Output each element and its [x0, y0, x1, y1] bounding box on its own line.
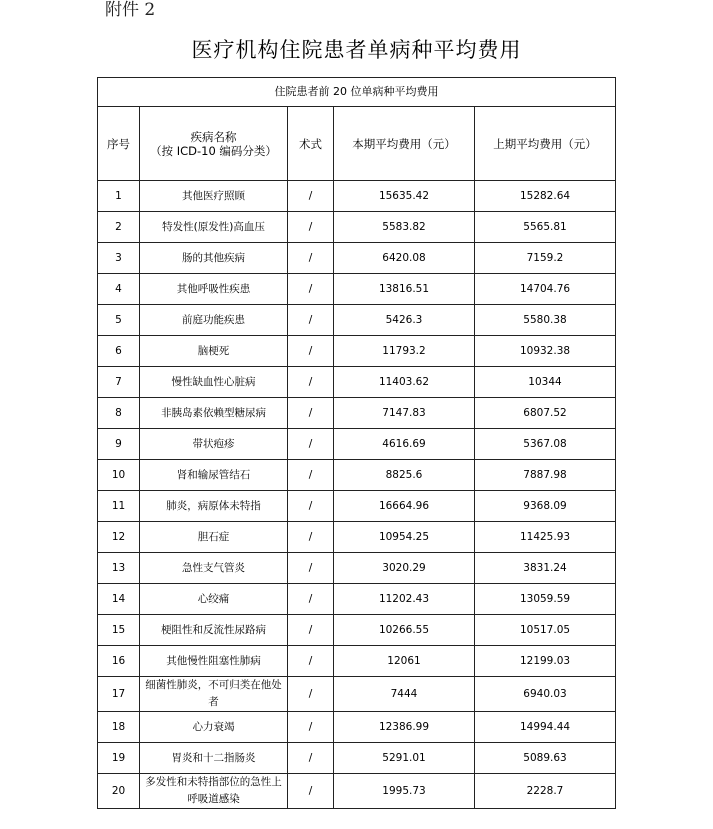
- row-index-cell-text: 8: [115, 407, 122, 419]
- row-disease-cell-text: 急性支气管炎: [182, 561, 245, 574]
- row-disease-cell: [140, 305, 288, 336]
- row-previous-cost-cell: [475, 212, 616, 243]
- attachment-label: 附件 2: [105, 0, 156, 20]
- row-index-cell: [98, 274, 140, 305]
- table-row: [98, 553, 616, 584]
- row-index-cell-text: 12: [111, 531, 126, 543]
- row-index-cell-text: 3: [115, 252, 122, 264]
- row-previous-cost-cell: [475, 553, 616, 584]
- row-previous-cost-cell: [475, 305, 616, 336]
- row-index-cell-text: 16: [111, 655, 126, 667]
- table-row: [98, 460, 616, 491]
- row-previous-cost-cell: [475, 522, 616, 553]
- row-index-cell-text: 18: [111, 721, 126, 733]
- row-index-cell: [98, 398, 140, 429]
- row-surgery-cell-text: /: [308, 252, 313, 264]
- row-previous-cost-cell-text: 15282.64: [519, 190, 571, 202]
- row-surgery-cell-text: /: [308, 531, 313, 543]
- row-surgery-cell: [288, 243, 334, 274]
- row-disease-cell: [140, 429, 288, 460]
- row-index-cell-text: 10: [111, 469, 126, 481]
- row-surgery-cell-text: /: [308, 752, 313, 764]
- row-previous-cost-cell: [475, 677, 616, 712]
- row-index-cell-text: 17: [111, 688, 126, 700]
- row-current-cost-cell-text: 12061: [387, 655, 421, 667]
- row-previous-cost-cell: [475, 336, 616, 367]
- row-index-cell: [98, 460, 140, 491]
- row-current-cost-cell-text: 13816.51: [378, 283, 430, 295]
- row-surgery-cell: [288, 460, 334, 491]
- row-disease-cell: [140, 460, 288, 491]
- row-previous-cost-cell: [475, 274, 616, 305]
- row-surgery-cell: [288, 615, 334, 646]
- row-index-cell: [98, 367, 140, 398]
- row-previous-cost-cell: [475, 398, 616, 429]
- row-disease-cell-text: 脑梗死: [197, 344, 230, 357]
- row-current-cost-cell: [334, 398, 475, 429]
- row-surgery-cell: [288, 646, 334, 677]
- row-current-cost-cell: [334, 367, 475, 398]
- row-current-cost-cell-text: 6420.08: [382, 252, 426, 264]
- row-current-cost-cell: [334, 181, 475, 212]
- row-surgery-cell-text: /: [308, 500, 313, 512]
- row-disease-cell-text: 肠的其他疾病: [182, 251, 245, 264]
- row-disease-cell: [140, 398, 288, 429]
- row-previous-cost-cell: [475, 243, 616, 274]
- row-index-cell-text: 9: [115, 438, 122, 450]
- row-previous-cost-cell: [475, 712, 616, 743]
- row-index-cell: [98, 429, 140, 460]
- row-index-cell-text: 7: [115, 376, 122, 388]
- row-index-cell: [98, 491, 140, 522]
- row-previous-cost-cell-text: 3831.24: [523, 562, 567, 574]
- row-surgery-cell: [288, 274, 334, 305]
- document-title: 医疗机构住院患者单病种平均费用: [191, 38, 522, 62]
- row-current-cost-cell-text: 15635.42: [378, 190, 430, 202]
- row-previous-cost-cell: [475, 429, 616, 460]
- row-surgery-cell: [288, 305, 334, 336]
- table-caption-row: [98, 78, 616, 107]
- row-previous-cost-cell-text: 14704.76: [519, 283, 571, 295]
- row-index-cell-text: 13: [111, 562, 126, 574]
- row-current-cost-cell-text: 8825.6: [385, 469, 423, 481]
- row-current-cost-cell-text: 7444: [390, 688, 418, 700]
- row-index-cell-text: 2: [115, 221, 122, 233]
- row-previous-cost-cell-text: 13059.59: [519, 593, 571, 605]
- row-index-cell: [98, 181, 140, 212]
- header-disease-line2: （按 ICD-10 编码分类）: [150, 143, 277, 158]
- row-surgery-cell-text: /: [308, 376, 313, 388]
- row-disease-cell-text: 前庭功能疾患: [182, 313, 245, 326]
- row-disease-cell: [140, 615, 288, 646]
- row-current-cost-cell-text: 11202.43: [378, 593, 430, 605]
- table-row: [98, 274, 616, 305]
- row-disease-cell: [140, 584, 288, 615]
- row-previous-cost-cell-text: 7887.98: [523, 469, 567, 481]
- row-disease-cell: [140, 774, 288, 809]
- row-disease-cell-text: 带状疱疹: [192, 437, 235, 450]
- table-row: [98, 774, 616, 809]
- row-index-cell-text: 11: [111, 500, 126, 512]
- row-disease-cell-text: 胃炎和十二指肠炎: [171, 751, 256, 764]
- row-index-cell: [98, 305, 140, 336]
- row-disease-cell-text: 非胰岛素依赖型糖尿病: [161, 406, 266, 419]
- row-index-cell: [98, 584, 140, 615]
- row-surgery-cell-text: /: [308, 221, 313, 233]
- row-surgery-cell: [288, 212, 334, 243]
- row-current-cost-cell-text: 7147.83: [382, 407, 426, 419]
- row-surgery-cell-text: /: [308, 314, 313, 326]
- row-current-cost-cell: [334, 522, 475, 553]
- row-current-cost-cell-text: 4616.69: [382, 438, 426, 450]
- row-disease-cell-text: 多发性和未特指部位的急性上呼吸道感染: [145, 776, 282, 805]
- row-previous-cost-cell-text: 2228.7: [526, 785, 564, 797]
- row-previous-cost-cell: [475, 460, 616, 491]
- row-current-cost-cell-text: 5291.01: [382, 752, 426, 764]
- row-disease-cell: [140, 646, 288, 677]
- row-disease-cell: [140, 181, 288, 212]
- row-index-cell-text: 4: [115, 283, 122, 295]
- row-index-cell: [98, 522, 140, 553]
- row-previous-cost-cell: [475, 584, 616, 615]
- row-surgery-cell-text: /: [308, 283, 313, 295]
- table-row: [98, 429, 616, 460]
- row-previous-cost-cell-text: 7159.2: [526, 252, 564, 264]
- table-row: [98, 181, 616, 212]
- row-current-cost-cell: [334, 305, 475, 336]
- row-current-cost-cell: [334, 429, 475, 460]
- row-previous-cost-cell: [475, 367, 616, 398]
- row-surgery-cell: [288, 398, 334, 429]
- row-current-cost-cell: [334, 677, 475, 712]
- row-surgery-cell: [288, 181, 334, 212]
- row-surgery-cell: [288, 712, 334, 743]
- row-current-cost-cell-text: 1995.73: [382, 785, 426, 797]
- row-disease-cell-text: 细菌性肺炎，不可归类在他处者: [145, 679, 282, 708]
- row-current-cost-cell: [334, 615, 475, 646]
- row-surgery-cell-text: /: [308, 345, 313, 357]
- row-disease-cell: [140, 743, 288, 774]
- row-disease-cell-text: 其他医疗照顾: [182, 189, 245, 202]
- row-previous-cost-cell-text: 9368.09: [523, 500, 567, 512]
- row-surgery-cell-text: /: [308, 593, 313, 605]
- table-row: [98, 243, 616, 274]
- table-row: [98, 336, 616, 367]
- row-current-cost-cell-text: 11403.62: [378, 376, 430, 388]
- row-previous-cost-cell-text: 5367.08: [523, 438, 567, 450]
- row-current-cost-cell: [334, 743, 475, 774]
- row-current-cost-cell: [334, 336, 475, 367]
- row-current-cost-cell-text: 16664.96: [378, 500, 430, 512]
- row-index-cell-text: 6: [115, 345, 122, 357]
- row-previous-cost-cell: [475, 491, 616, 522]
- row-previous-cost-cell-text: 10344: [528, 376, 562, 388]
- row-index-cell: [98, 712, 140, 743]
- row-disease-cell-text: 其他呼吸性疾患: [176, 282, 251, 295]
- row-surgery-cell-text: /: [308, 785, 313, 797]
- row-surgery-cell-text: /: [308, 190, 313, 202]
- row-current-cost-cell: [334, 274, 475, 305]
- row-previous-cost-cell-text: 5580.38: [523, 314, 567, 326]
- row-disease-cell-text: 其他慢性阻塞性肺病: [166, 654, 261, 667]
- row-disease-cell: [140, 274, 288, 305]
- row-index-cell-text: 19: [111, 752, 126, 764]
- row-disease-cell-text: 特发性(原发性)高血压: [162, 220, 265, 233]
- row-surgery-cell: [288, 522, 334, 553]
- table-row: [98, 584, 616, 615]
- row-surgery-cell: [288, 367, 334, 398]
- header-previous-cost: 上期平均费用（元）: [475, 107, 616, 181]
- row-index-cell: [98, 615, 140, 646]
- row-current-cost-cell-text: 5426.3: [385, 314, 423, 326]
- row-disease-cell-text: 心力衰竭: [192, 720, 235, 733]
- row-current-cost-cell: [334, 584, 475, 615]
- table-row: [98, 367, 616, 398]
- table-row: [98, 712, 616, 743]
- row-current-cost-cell-text: 11793.2: [382, 345, 426, 357]
- row-previous-cost-cell-text: 5565.81: [523, 221, 567, 233]
- row-disease-cell: [140, 367, 288, 398]
- row-previous-cost-cell: [475, 646, 616, 677]
- cost-table: [97, 77, 616, 809]
- row-surgery-cell-text: /: [308, 655, 313, 667]
- row-current-cost-cell: [334, 460, 475, 491]
- row-index-cell-text: 5: [115, 314, 122, 326]
- row-previous-cost-cell-text: 6807.52: [523, 407, 567, 419]
- table-row: [98, 615, 616, 646]
- row-surgery-cell-text: /: [308, 407, 313, 419]
- row-surgery-cell-text: /: [308, 469, 313, 481]
- row-current-cost-cell: [334, 491, 475, 522]
- row-surgery-cell: [288, 743, 334, 774]
- row-index-cell-text: 15: [111, 624, 126, 636]
- row-index-cell: [98, 646, 140, 677]
- row-previous-cost-cell-text: 5089.63: [523, 752, 567, 764]
- row-index-cell-text: 1: [115, 190, 122, 202]
- row-previous-cost-cell: [475, 774, 616, 809]
- row-previous-cost-cell: [475, 743, 616, 774]
- header-index: 序号: [98, 107, 140, 181]
- row-index-cell: [98, 243, 140, 274]
- row-surgery-cell-text: /: [308, 624, 313, 636]
- header-disease: [140, 107, 288, 181]
- row-current-cost-cell: [334, 553, 475, 584]
- table-row: [98, 212, 616, 243]
- header-current-cost: 本期平均费用（元）: [334, 107, 475, 181]
- row-surgery-cell: [288, 774, 334, 809]
- row-previous-cost-cell-text: 10517.05: [519, 624, 571, 636]
- row-current-cost-cell-text: 10954.25: [378, 531, 430, 543]
- row-current-cost-cell-text: 12386.99: [378, 721, 430, 733]
- row-index-cell: [98, 553, 140, 584]
- row-previous-cost-cell-text: 10932.38: [519, 345, 571, 357]
- row-index-cell: [98, 743, 140, 774]
- row-surgery-cell: [288, 429, 334, 460]
- table-header-row: [98, 107, 616, 181]
- row-previous-cost-cell-text: 6940.03: [523, 688, 567, 700]
- row-disease-cell-text: 梗阻性和反流性尿路病: [161, 623, 266, 636]
- row-index-cell: [98, 677, 140, 712]
- row-surgery-cell-text: /: [308, 688, 313, 700]
- row-current-cost-cell-text: 5583.82: [382, 221, 426, 233]
- row-current-cost-cell-text: 10266.55: [378, 624, 430, 636]
- row-disease-cell: [140, 712, 288, 743]
- row-disease-cell-text: 胆石症: [197, 530, 230, 543]
- row-disease-cell-text: 肾和输尿管结石: [176, 468, 251, 481]
- row-surgery-cell-text: /: [308, 721, 313, 733]
- table-row: [98, 491, 616, 522]
- table-row: [98, 305, 616, 336]
- row-index-cell: [98, 774, 140, 809]
- row-index-cell-text: 20: [111, 785, 126, 797]
- row-surgery-cell: [288, 336, 334, 367]
- row-previous-cost-cell-text: 14994.44: [519, 721, 571, 733]
- row-surgery-cell: [288, 553, 334, 584]
- row-disease-cell: [140, 553, 288, 584]
- row-disease-cell: [140, 522, 288, 553]
- table-row: [98, 522, 616, 553]
- row-disease-cell: [140, 212, 288, 243]
- row-disease-cell-text: 心绞痛: [197, 592, 230, 605]
- row-previous-cost-cell: [475, 615, 616, 646]
- row-surgery-cell: [288, 584, 334, 615]
- row-index-cell: [98, 336, 140, 367]
- table-row: [98, 646, 616, 677]
- table-caption: 住院患者前 20 位单病种平均费用: [98, 78, 616, 107]
- row-current-cost-cell: [334, 212, 475, 243]
- table-row: [98, 743, 616, 774]
- row-disease-cell: [140, 677, 288, 712]
- header-surgery: 术式: [288, 107, 334, 181]
- table-row: [98, 677, 616, 712]
- row-index-cell: [98, 212, 140, 243]
- row-disease-cell-text: 慢性缺血性心脏病: [171, 375, 256, 388]
- row-previous-cost-cell-text: 12199.03: [519, 655, 571, 667]
- row-previous-cost-cell: [475, 181, 616, 212]
- row-disease-cell-text: 肺炎，病原体未特指: [166, 499, 261, 512]
- row-surgery-cell-text: /: [308, 438, 313, 450]
- row-surgery-cell: [288, 677, 334, 712]
- row-current-cost-cell-text: 3020.29: [382, 562, 426, 574]
- row-disease-cell: [140, 243, 288, 274]
- row-previous-cost-cell-text: 11425.93: [519, 531, 571, 543]
- row-current-cost-cell: [334, 646, 475, 677]
- table-row: [98, 398, 616, 429]
- row-disease-cell: [140, 336, 288, 367]
- row-current-cost-cell: [334, 243, 475, 274]
- row-index-cell-text: 14: [111, 593, 126, 605]
- row-disease-cell: [140, 491, 288, 522]
- row-current-cost-cell: [334, 712, 475, 743]
- row-current-cost-cell: [334, 774, 475, 809]
- row-surgery-cell-text: /: [308, 562, 313, 574]
- header-disease-line1: 疾病名称: [190, 129, 237, 144]
- row-surgery-cell: [288, 491, 334, 522]
